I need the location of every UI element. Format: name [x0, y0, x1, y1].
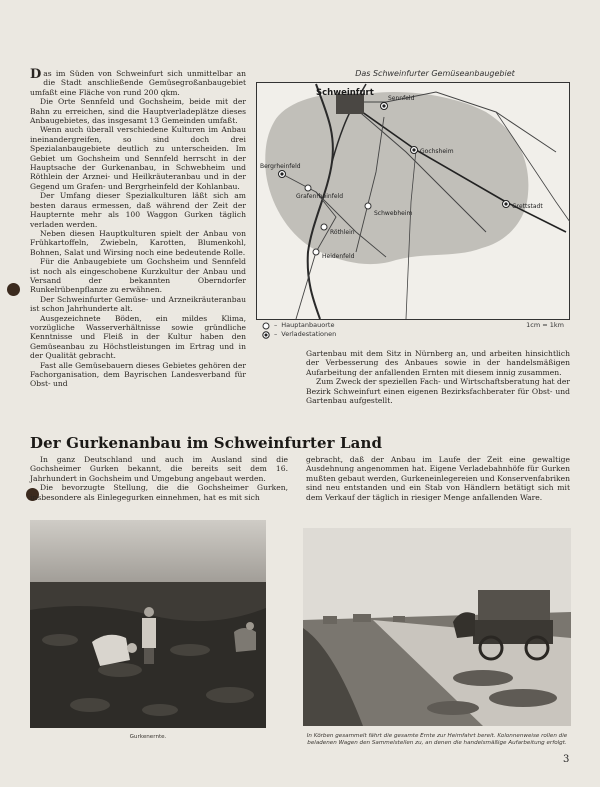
legend-station-label: Verladestationen	[281, 330, 337, 338]
photo-right-caption: In Körben gesammelt fährt die gesamte Ernte zur Heimfahrt bereit. Kolonnenweise rollen die beladenen Wagen den Sammelstellen zu, an denen die handelsmäßige Aufarbeitung erfolgt.	[306, 733, 568, 746]
page-number: 3	[563, 754, 570, 765]
paragraph: gebracht, daß der Anbau im Laufe der Zeit eine gewaltige Ausdehnung angenommen hat. Eigene Verladebahnhöfe für Gurken mußten gebaut werden, Gurkeneinlegereien und Konservenfabriken sind neu entstanden und ein Stab von Händlern betätigt sich mit dem Verkauf der täglich in riesiger Menge anfallenden Ware.	[306, 455, 570, 502]
label-grettstadt: Grettstadt	[512, 203, 543, 210]
label-bergrheinfeld: Bergrheinfeld	[260, 163, 301, 170]
main-place-marker-schwebheim	[365, 203, 371, 209]
label-sennfeld: Sennfeld	[388, 95, 415, 102]
photo-left-caption: Gurkenernte.	[129, 734, 167, 740]
label-grafenrheinfeld: Grafenrheinfeld	[296, 193, 344, 200]
photo-loaded-wagons-image	[303, 528, 571, 726]
paragraph: Gartenbau mit dem Sitz in Nürnberg an, und arbeiten hinsichtlich der Verbesserung des Anbaues sowie in der handelsmäßigen Aufarbeitung der anfallenden Ernten mit diesem innig zusammen.	[306, 349, 570, 377]
paragraph: Neben diesen Hauptkulturen spielt der Anbau von Frühkartoffeln, Zwiebeln, Karotten, Blumenkohl, Bohnen, Salat und Wirsing noch eine bedeutende Rolle.	[30, 228, 246, 257]
paragraph: Fast alle Gemüsebauern dieses Gebietes gehören der Fachorganisation, dem Bayrischen Landesverband für Obst- und	[30, 360, 246, 389]
legend-main-label: Hauptanbauorte	[281, 321, 335, 329]
map-title: Das Schweinfurter Gemüseanbaugebiet	[355, 69, 515, 78]
paragraph: Für die Anbaugebiete um Gochsheim und Sennfeld ist noch als eingeschobene Kurzkultur der Anbau und Versand der bekannten Oberndorfer Runkelrübenpflanze zu erwähnen.	[30, 257, 246, 295]
paragraph: Zum Zweck der speziellen Fach- und Wirtschaftsberatung hat der Bezirk Schweinfurt einen eigenen Bezirksfachberater für Obst- und Gartenbau aufgestellt.	[306, 377, 570, 406]
article1-right-column	[306, 349, 570, 405]
main-place-marker-rothlein	[321, 224, 327, 230]
drop-cap: D	[30, 67, 42, 82]
article2-right-column	[306, 455, 570, 502]
map-scale: 1cm = 1km	[526, 321, 564, 329]
station-marker-icon	[262, 331, 270, 339]
article2-headline: Der Gurkenanbau im Schweinfurter Land	[30, 434, 383, 452]
paragraph: Der Schweinfurter Gemüse- und Arzneikräuteranbau ist schon Jahrhunderte alt.	[30, 294, 246, 314]
map-legend	[262, 321, 572, 339]
label-schweinfurt: Schweinfurt	[316, 88, 374, 98]
label-rothlein: Röthlein	[330, 229, 355, 236]
label-heidenfeld: Heidenfeld	[322, 253, 355, 260]
photo-cucumber-harvest-image	[30, 520, 266, 728]
article1-left-column	[30, 69, 246, 389]
article2-left-column	[30, 455, 288, 502]
legend-stations: – Verladestationen	[262, 330, 572, 339]
photo-cucumber-harvest	[30, 520, 266, 728]
paragraph: In ganz Deutschland und auch im Ausland sind die Gochsheimer Gurken bekannt, die bereits seit dem 16. Jahrhundert in Gochsheim und Umgebung angebaut werden.	[30, 455, 288, 483]
station-marker-grettstadt	[503, 201, 510, 208]
paragraph: Das im Süden von Schweinfurt sich unmittelbar an die Stadt anschließende Gemüsegroßanbaugebiet umfaßt eine Fläche von rund 200 qkm.	[30, 67, 246, 97]
punch-hole-top	[7, 283, 20, 296]
main-place-marker-icon	[262, 322, 270, 330]
main-place-marker-grafenrheinfeld	[305, 185, 311, 191]
paragraph: Ausgezeichnete Böden, ein mildes Klima, vorzügliche Wasserverhältnisse sowie gründliche Kenntnisse und Fleiß in der Kultur haben den Gemüseanbau zu Höchstleistungen im Ertrag und in der Qualität gebracht.	[30, 313, 246, 361]
station-marker-sennfeld	[381, 103, 388, 110]
growing-area	[265, 92, 528, 264]
photo-loaded-wagons	[303, 528, 571, 726]
station-marker-bergrheinfeld	[279, 171, 286, 178]
station-marker-gochsheim	[411, 147, 418, 154]
label-gochsheim: Gochsheim	[420, 148, 454, 155]
paragraph: Der Umfang dieser Spezialkulturen läßt sich am besten daraus ermessen, daß während der Zeit der Haupternte mehr als 100 Waggon Gurken täglich verladen werden.	[30, 191, 246, 229]
label-schwebheim: Schwebheim	[374, 210, 413, 217]
paragraph: Die bevorzugte Stellung, die die Gochsheimer Gurken, insbesondere als Einlegegurken einnehmen, hat es mit sich	[30, 483, 288, 502]
region-map	[256, 82, 570, 320]
main-place-marker-heidenfeld	[313, 249, 319, 255]
paragraph: Wenn auch überall verschiedene Kulturen im Anbau ineinandergreifen, so sind doch drei Spezialanbaugebiete deutlich zu unterscheiden. Im Gebiet um Gochsheim und Sennfeld herrscht in der Hauptsache der Gurkenanbau, in Schwebheim und Röthlein der Arznei- und Heilkräuteranbau und in der Gegend um Grafen- und Bergrheinfeld der Kohlanbau.	[30, 125, 246, 191]
paragraph: Die Orte Sennfeld und Gochsheim, beide mit der Bahn zu erreichen, sind die Hauptverladeplätze dieses Anbaugebietes, das insgesamt 13 Gemeinden umfaßt.	[30, 97, 246, 126]
legend-main-places: – Hauptanbauorte	[262, 321, 572, 330]
